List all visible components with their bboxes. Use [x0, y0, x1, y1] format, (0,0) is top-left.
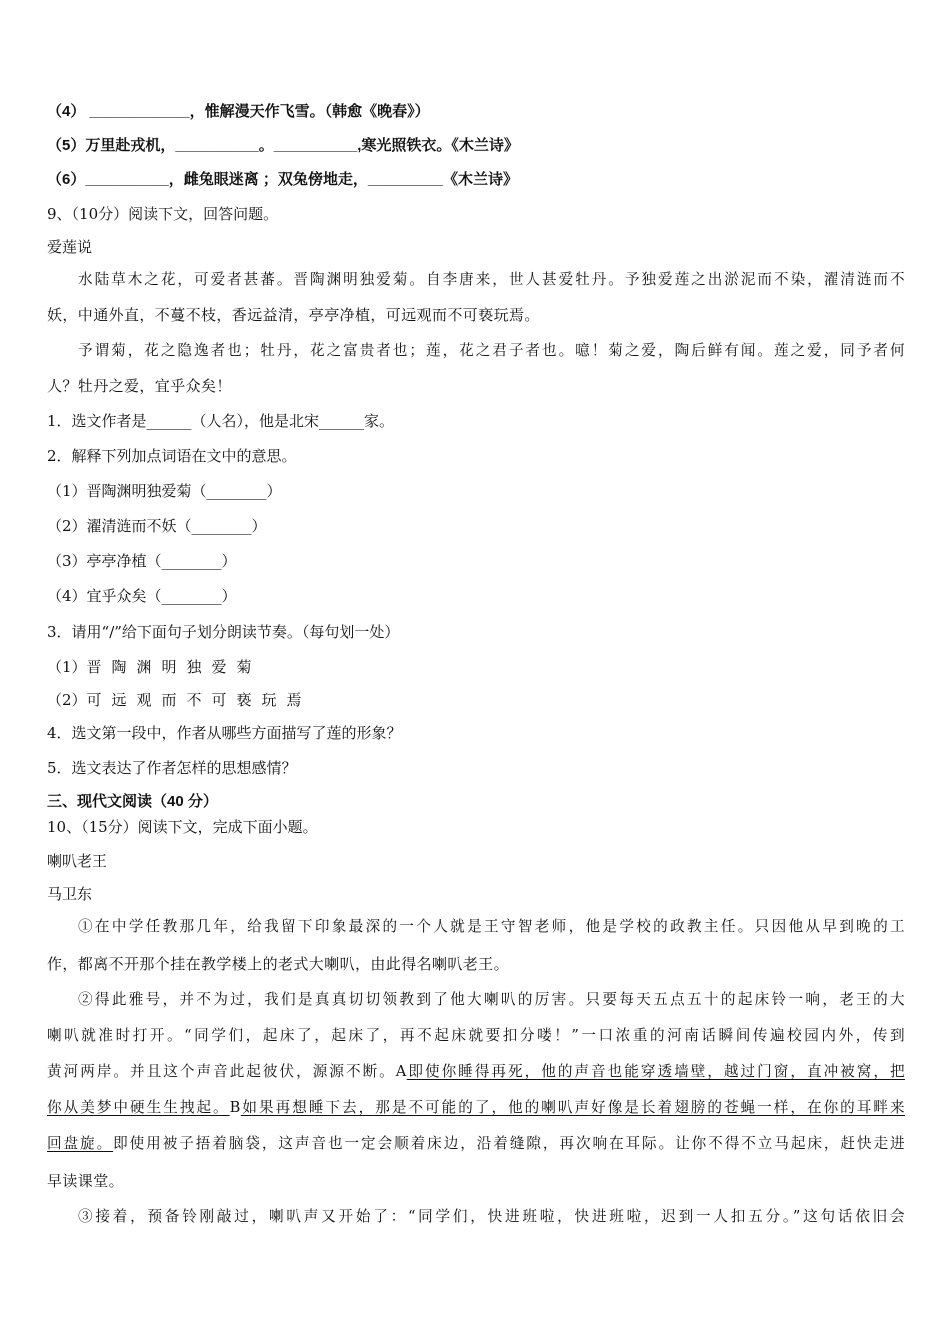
rhythm-sentence-1: 晋陶渊明独爱菊 [86, 658, 262, 676]
article-paragraph-1-line-1: ①在中学任教那几年，给我留下印象最深的一个人就是王守智老师，他是学校的政教主任。只因他从早到晚的工 [78, 918, 905, 935]
item-number: （2） [47, 691, 87, 709]
article-paragraph-2-line-6: 早读课堂。 [47, 1172, 125, 1190]
article-paragraph-2-line-2: 喇叭就准时打开。“同学们，起床了，起床了，再不起床就要扣分喽！”一口浓重的河南话瞬间传遍校园内外，传到 [47, 1027, 905, 1044]
underlined-sentence-b: 如果再想睡下去，那是不可能的了，他的喇叭声好像是长着翅膀的苍蝇一样，在你的耳畔来 [240, 1099, 905, 1116]
sub-question-3-item [47, 690, 312, 710]
underlined-sentence-a-end: 你从美梦中硬生生拽起。 [47, 1099, 230, 1116]
question-9-header: 9、（10分）阅读下文，回答问题。 [47, 205, 279, 223]
article-paragraph-1-line-2: 作，都离不开那个挂在教学楼上的老式大喇叭，由此得名喇叭老王。 [47, 955, 510, 973]
sub-question-2-item: （3）亭亭净植（________） [47, 552, 237, 570]
article-paragraph-2-line-3 [47, 1062, 905, 1082]
article-paragraph-3-line-1: ③接着，预备铃刚敲过，喇叭声又开始了：“同学们，快进班啦，快进班啦，迟到一人扣五分。”这句话依旧会 [78, 1208, 905, 1225]
poem-line-5: （5）万里赴戎机，__________。__________,寒光照铁衣。《木兰诗》 [47, 137, 519, 154]
marker-b: B [229, 1099, 241, 1116]
question-10-header: 10、（15分）阅读下文，完成下面小题。 [47, 818, 318, 836]
sub-question-2-item: （2）濯清涟而不妖（________） [47, 517, 267, 535]
article-paragraph-2-line-4 [47, 1098, 905, 1118]
passage-paragraph-2-line-2: 人？牡丹之爱，宜乎众矣！ [47, 377, 232, 395]
item-number: （1） [47, 658, 87, 676]
article-author: 马卫东 [47, 885, 93, 903]
sub-question-4: 4．选文第一段中，作者从哪些方面描写了莲的形象？ [47, 724, 402, 742]
section-heading: 三、现代文阅读（40 分） [47, 793, 218, 810]
sub-question-1: 1．选文作者是______（人名），他是北宋______家。 [47, 412, 395, 430]
article-paragraph-2-line-5 [47, 1134, 905, 1154]
sub-question-2: 2．解释下列加点词语在文中的意思。 [47, 447, 297, 465]
article-paragraph-2-line-1: ②得此雅号，并不为过，我们是真真切切领教到了他大喇叭的厉害。只要每天五点五十的起床铃一响，老王的大 [78, 991, 905, 1008]
plain-text: 即使用被子捂着脑袋，这声音也一定会顺着床边，沿着缝隙，再次响在耳际。让你不得不立马起床，赶快走进 [113, 1135, 905, 1152]
underlined-sentence-b-end: 回盘旋。 [47, 1135, 114, 1152]
article-title: 喇叭老王 [47, 852, 108, 870]
sub-question-2-item: （4）宜乎众矣（________） [47, 587, 237, 605]
plain-text: 黄河两岸。并且这个声音此起彼伏，源源不断。A [47, 1063, 407, 1080]
passage-paragraph-1-line-1: 水陆草木之花，可爱者甚蕃。晋陶渊明独爱菊。自李唐来，世人甚爱牡丹。予独爱莲之出淤泥而不染，濯清涟而不 [78, 271, 905, 288]
poem-line-4: （4） ____________，惟解漫天作飞雪。（韩愈《晚春》） [47, 103, 430, 120]
sub-question-5: 5．选文表达了作者怎样的思想感情？ [47, 759, 297, 777]
rhythm-sentence-2: 可远观而不可亵玩焉 [86, 691, 312, 709]
sub-question-3: 3．请用“/”给下面句子划分朗读节奏。（每句划一处） [47, 623, 400, 641]
passage-paragraph-1-line-2: 妖，中通外直，不蔓不枝，香远益清，亭亭净植，可远观而不可亵玩焉。 [47, 306, 540, 324]
sub-question-3-item [47, 657, 262, 677]
underlined-sentence-a: 即使你睡得再死，他的声音也能穿透墙壁，越过门窗，直冲被窝，把 [406, 1063, 905, 1080]
sub-question-2-item: （1）晋陶渊明独爱菊（________） [47, 482, 282, 500]
poem-line-6: （6）__________，雌兔眼迷离 ；双兔傍地走，_________《木兰诗》 [47, 171, 519, 188]
passage-paragraph-2-line-1: 予谓菊，花之隐逸者也；牡丹，花之富贵者也；莲，花之君子者也。噫！菊之爱，陶后鲜有闻。莲之爱，同予者何 [78, 342, 905, 359]
passage-title: 爱莲说 [47, 238, 93, 256]
